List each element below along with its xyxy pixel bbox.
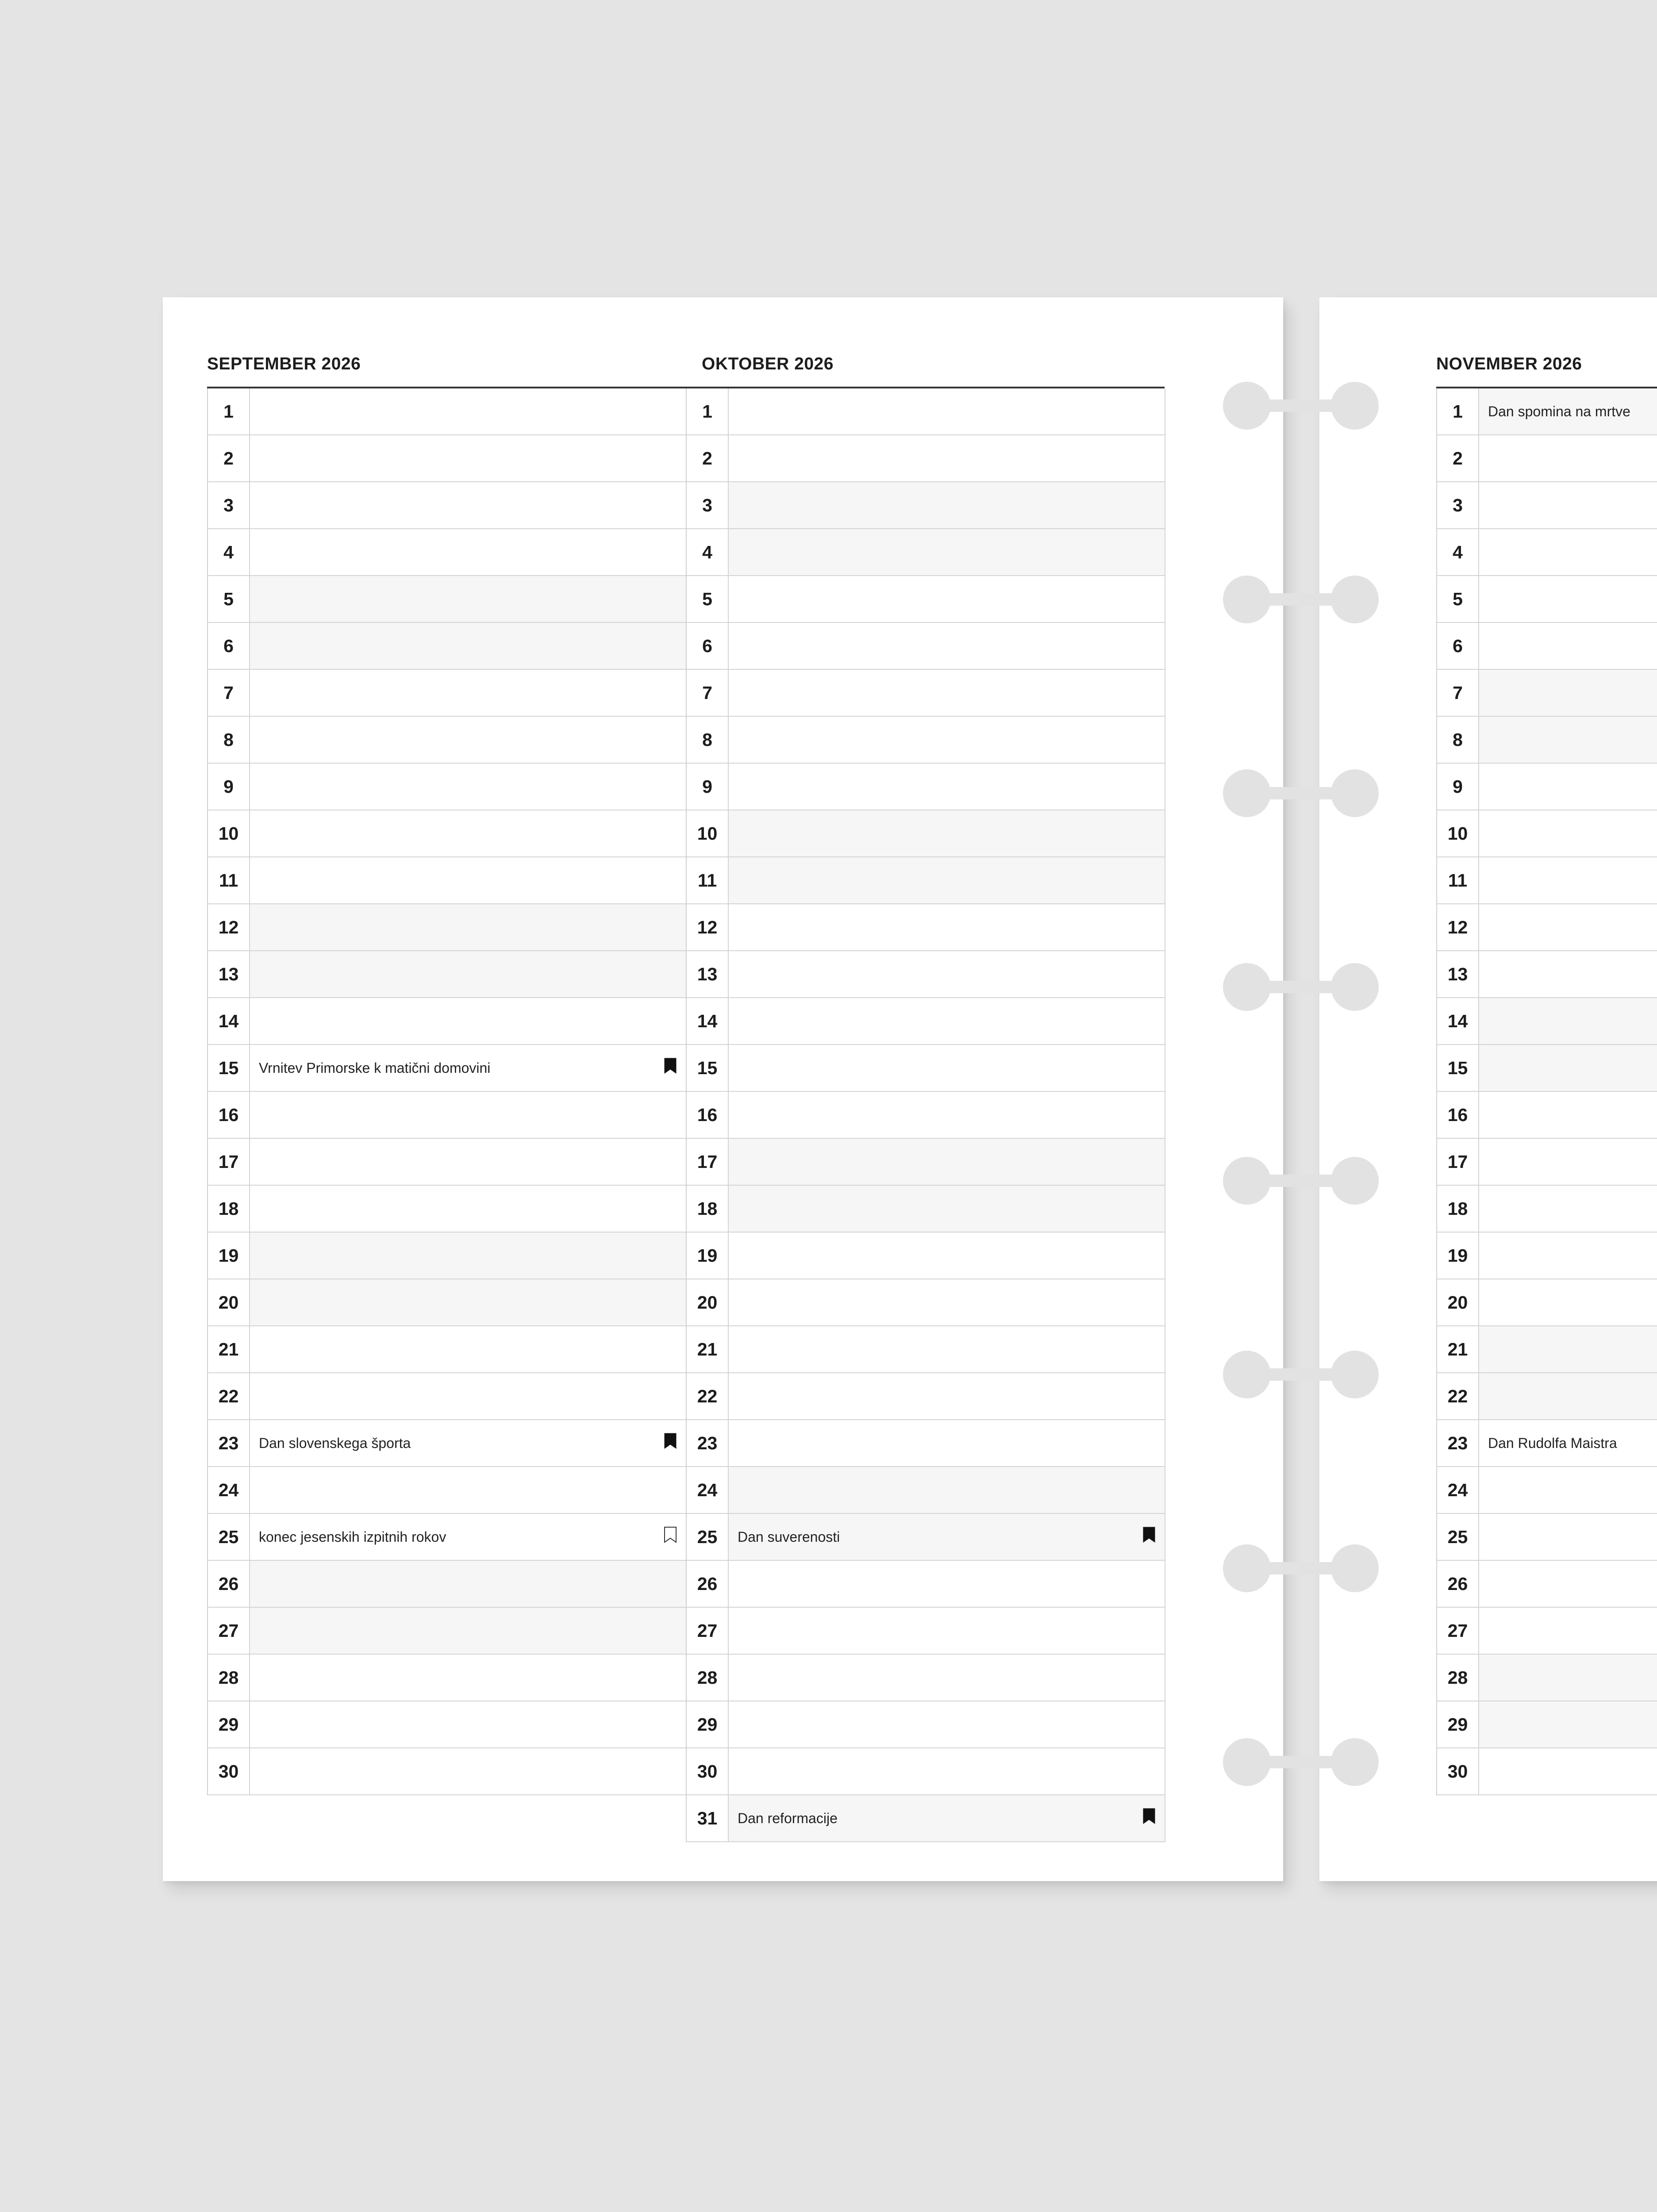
binder-ring [1223,1544,1379,1592]
day-row[interactable] [687,1748,1165,1795]
day-row[interactable] [1437,1561,1657,1608]
day-entry[interactable] [1479,1326,1657,1372]
day-number: 22 [208,1373,250,1419]
day-grid [1436,388,1657,1795]
day-number: 15 [1437,1045,1479,1091]
binder-ring [1223,769,1379,817]
day-row[interactable] [1437,623,1657,670]
day-number: 11 [687,857,729,903]
day-entry[interactable] [1479,529,1657,575]
day-entry[interactable] [729,1467,1165,1513]
day-row[interactable] [208,1045,687,1092]
day-row[interactable] [208,623,687,670]
day-entry[interactable] [729,1748,1165,1794]
day-number: 30 [687,1748,729,1794]
day-row[interactable] [1437,1139,1657,1186]
day-number: 1 [208,388,250,434]
day-number: 13 [208,951,250,997]
day-row[interactable] [687,810,1165,857]
day-number: 18 [1437,1186,1479,1232]
day-number: 15 [687,1045,729,1091]
day-entry[interactable] [1479,623,1657,669]
day-row[interactable] [687,1186,1165,1233]
day-number: 12 [1437,904,1479,950]
bookmark-filled-icon[interactable] [1142,1808,1156,1824]
day-row[interactable] [687,904,1165,951]
day-entry[interactable] [729,576,1165,622]
day-number: 16 [208,1092,250,1138]
binder-ring [1223,1738,1379,1786]
day-entry[interactable] [1479,951,1657,997]
day-number: 23 [687,1420,729,1466]
day-entry[interactable] [729,1139,1165,1185]
day-row[interactable] [1437,388,1657,435]
day-row[interactable] [208,810,687,857]
day-entry[interactable] [250,717,686,763]
day-number: 10 [687,810,729,856]
day-row[interactable] [1437,1655,1657,1701]
binder-ring [1223,576,1379,623]
day-row[interactable] [687,1045,1165,1092]
month-title: NOVEMBER 2026 [1436,354,1582,373]
day-row[interactable] [1437,1748,1657,1795]
day-number: 6 [208,623,250,669]
day-row[interactable] [687,482,1165,529]
day-entry[interactable] [250,1045,686,1091]
day-row[interactable] [1437,1467,1657,1514]
day-row[interactable] [208,1373,687,1420]
day-entry[interactable] [250,1420,686,1466]
day-entry[interactable] [250,623,686,669]
day-entry[interactable] [250,435,686,481]
day-number: 21 [687,1326,729,1372]
day-row[interactable] [208,717,687,764]
day-number: 23 [1437,1420,1479,1466]
day-number: 5 [687,576,729,622]
day-number: 24 [208,1467,250,1513]
day-entry[interactable] [250,1701,686,1747]
day-number: 21 [208,1326,250,1372]
day-entry[interactable] [1479,388,1657,434]
day-entry[interactable] [250,482,686,528]
day-row[interactable] [687,951,1165,998]
day-number: 27 [208,1608,250,1654]
day-row[interactable] [1437,717,1657,764]
day-entry[interactable] [1479,810,1657,856]
day-entry[interactable] [1479,1561,1657,1607]
day-entry[interactable] [250,1233,686,1279]
day-row[interactable] [208,482,687,529]
day-row[interactable] [208,1279,687,1326]
day-entry[interactable] [1479,764,1657,810]
day-row[interactable] [1437,951,1657,998]
day-entry[interactable] [250,576,686,622]
day-row[interactable] [687,1420,1165,1467]
day-row[interactable] [208,1326,687,1373]
day-entry[interactable] [729,904,1165,950]
day-entry[interactable] [729,857,1165,903]
event-label: Dan suverenosti [738,1529,840,1545]
day-entry[interactable] [1479,1045,1657,1091]
day-row[interactable] [687,717,1165,764]
day-row[interactable] [208,904,687,951]
day-entry[interactable] [729,1373,1165,1419]
day-number: 24 [687,1467,729,1513]
day-entry[interactable] [729,623,1165,669]
day-entry[interactable] [729,764,1165,810]
day-entry[interactable] [250,904,686,950]
day-row[interactable] [208,998,687,1045]
day-number: 26 [208,1561,250,1607]
day-row[interactable] [687,388,1165,435]
day-row[interactable] [687,1655,1165,1701]
day-entry[interactable] [250,1373,686,1419]
day-row[interactable] [687,1279,1165,1326]
day-entry[interactable] [729,717,1165,763]
binder-ring [1223,1157,1379,1205]
day-number: 14 [1437,998,1479,1044]
day-row[interactable] [208,1748,687,1795]
day-entry[interactable] [729,1701,1165,1747]
day-entry[interactable] [729,1186,1165,1232]
day-entry[interactable] [250,810,686,856]
day-number: 20 [208,1279,250,1325]
day-number: 15 [208,1045,250,1091]
day-entry[interactable] [250,1748,686,1794]
day-entry[interactable] [250,1514,686,1560]
day-entry[interactable] [729,1326,1165,1372]
day-entry[interactable] [729,810,1165,856]
day-entry[interactable] [1479,904,1657,950]
event-label: Dan Rudolfa Maistra [1488,1435,1617,1451]
day-number: 20 [1437,1279,1479,1325]
day-row[interactable] [687,1701,1165,1748]
binder-ring [1223,1351,1379,1398]
event-label: Dan reformacije [738,1810,838,1826]
day-number: 6 [1437,623,1479,669]
day-row[interactable] [1437,904,1657,951]
day-number: 4 [1437,529,1479,575]
day-number: 9 [687,764,729,810]
day-number: 13 [1437,951,1479,997]
day-number: 17 [1437,1139,1479,1185]
day-entry[interactable] [1479,482,1657,528]
day-entry[interactable] [1479,1279,1657,1325]
day-entry[interactable] [729,998,1165,1044]
day-entry[interactable] [1479,1092,1657,1138]
day-number: 5 [1437,576,1479,622]
day-entry[interactable] [729,1279,1165,1325]
day-number: 10 [208,810,250,856]
day-entry[interactable] [250,1608,686,1654]
day-entry[interactable] [250,1467,686,1513]
day-entry[interactable] [1479,717,1657,763]
day-row[interactable] [1437,1326,1657,1373]
day-number: 2 [208,435,250,481]
day-entry[interactable] [729,1608,1165,1654]
day-number: 30 [1437,1748,1479,1794]
day-number: 2 [1437,435,1479,481]
day-entry[interactable] [729,1514,1165,1560]
day-number: 7 [1437,670,1479,716]
day-entry[interactable] [1479,1701,1657,1747]
day-entry[interactable] [250,1279,686,1325]
day-row[interactable] [687,435,1165,482]
day-entry[interactable] [1479,1655,1657,1701]
day-row[interactable] [208,1139,687,1186]
day-number: 8 [687,717,729,763]
day-number: 19 [1437,1233,1479,1279]
day-entry[interactable] [729,435,1165,481]
day-number: 3 [208,482,250,528]
day-number: 9 [208,764,250,810]
day-entry[interactable] [1479,435,1657,481]
bookmark-outline-icon[interactable] [664,1526,677,1543]
day-row[interactable] [208,576,687,623]
day-row[interactable] [1437,1186,1657,1233]
day-entry[interactable] [250,857,686,903]
day-row[interactable] [1437,1608,1657,1655]
day-entry[interactable] [250,1326,686,1372]
day-number: 20 [687,1279,729,1325]
day-number: 17 [687,1139,729,1185]
day-number: 8 [1437,717,1479,763]
day-entry[interactable] [1479,1186,1657,1232]
day-entry[interactable] [729,1233,1165,1279]
day-number: 3 [1437,482,1479,528]
day-entry[interactable] [1479,1233,1657,1279]
day-row[interactable] [1437,529,1657,576]
day-entry[interactable] [1479,1608,1657,1654]
day-row[interactable] [687,1795,1165,1842]
day-entry[interactable] [1479,670,1657,716]
day-row[interactable] [687,670,1165,717]
day-entry[interactable] [1479,998,1657,1044]
day-entry[interactable] [729,1045,1165,1091]
day-number: 11 [1437,857,1479,903]
day-row[interactable] [1437,857,1657,904]
day-number: 14 [208,998,250,1044]
binder-ring [1223,963,1379,1011]
day-entry[interactable] [729,529,1165,575]
day-number: 26 [1437,1561,1479,1607]
day-row[interactable] [208,1186,687,1233]
day-number: 8 [208,717,250,763]
event-label: Dan slovenskega športa [259,1435,411,1451]
day-number: 12 [687,904,729,950]
day-row[interactable] [687,1608,1165,1655]
day-row[interactable] [687,1561,1165,1608]
day-row[interactable] [1437,1514,1657,1561]
day-row[interactable] [1437,482,1657,529]
bookmark-filled-icon[interactable] [664,1057,677,1074]
day-row[interactable] [1437,1373,1657,1420]
day-number: 4 [687,529,729,575]
day-row[interactable] [1437,1420,1657,1467]
day-number: 30 [208,1748,250,1794]
day-row[interactable] [208,1233,687,1279]
day-number: 14 [687,998,729,1044]
day-row[interactable] [208,951,687,998]
day-row[interactable] [687,1326,1165,1373]
day-row[interactable] [208,1561,687,1608]
day-entry[interactable] [729,1420,1165,1466]
day-row[interactable] [687,1373,1165,1420]
day-number: 6 [687,623,729,669]
day-number: 16 [687,1092,729,1138]
day-row[interactable] [208,1092,687,1139]
day-number: 21 [1437,1326,1479,1372]
day-number: 19 [208,1233,250,1279]
day-entry[interactable] [250,670,686,716]
day-entry[interactable] [1479,1467,1657,1513]
day-number: 11 [208,857,250,903]
day-number: 25 [208,1514,250,1560]
day-entry[interactable] [250,529,686,575]
day-number: 13 [687,951,729,997]
day-row[interactable] [208,1420,687,1467]
day-grid [207,388,687,1795]
day-row[interactable] [687,623,1165,670]
day-entry[interactable] [1479,1373,1657,1419]
day-entry[interactable] [729,1795,1165,1841]
day-entry[interactable] [250,388,686,434]
day-entry[interactable] [729,951,1165,997]
day-grid [686,388,1165,1842]
day-number: 29 [687,1701,729,1747]
day-entry[interactable] [250,998,686,1044]
day-number: 29 [208,1701,250,1747]
day-number: 2 [687,435,729,481]
day-entry[interactable] [729,482,1165,528]
day-number: 18 [208,1186,250,1232]
day-number: 26 [687,1561,729,1607]
day-row[interactable] [1437,1701,1657,1748]
bookmark-filled-icon[interactable] [1142,1526,1156,1543]
day-entry[interactable] [729,1655,1165,1701]
day-number: 10 [1437,810,1479,856]
day-entry[interactable] [250,1092,686,1138]
day-number: 7 [687,670,729,716]
day-number: 9 [1437,764,1479,810]
day-row[interactable] [208,670,687,717]
day-row[interactable] [687,764,1165,810]
day-number: 31 [687,1795,729,1841]
day-number: 12 [208,904,250,950]
day-row[interactable] [687,1514,1165,1561]
day-entry[interactable] [729,1561,1165,1607]
day-row[interactable] [208,764,687,810]
day-row[interactable] [208,857,687,904]
binder-ring [1223,382,1379,430]
day-number: 23 [208,1420,250,1466]
day-row[interactable] [687,1233,1165,1279]
day-number: 16 [1437,1092,1479,1138]
day-row[interactable] [208,1655,687,1701]
day-number: 3 [687,482,729,528]
day-entry[interactable] [250,1655,686,1701]
day-number: 4 [208,529,250,575]
day-row[interactable] [687,1467,1165,1514]
day-number: 29 [1437,1701,1479,1747]
day-entry[interactable] [729,388,1165,434]
day-entry[interactable] [1479,1514,1657,1560]
day-row[interactable] [687,857,1165,904]
day-row[interactable] [687,529,1165,576]
day-row[interactable] [1437,576,1657,623]
day-row[interactable] [687,576,1165,623]
day-entry[interactable] [250,764,686,810]
day-row[interactable] [1437,1092,1657,1139]
day-row[interactable] [208,1608,687,1655]
day-entry[interactable] [729,1092,1165,1138]
day-number: 24 [1437,1467,1479,1513]
day-row[interactable] [1437,670,1657,717]
day-entry[interactable] [1479,857,1657,903]
day-row[interactable] [1437,764,1657,810]
day-entry[interactable] [1479,1420,1657,1466]
day-number: 22 [687,1373,729,1419]
day-number: 18 [687,1186,729,1232]
day-row[interactable] [208,388,687,435]
day-number: 27 [1437,1608,1479,1654]
day-row[interactable] [1437,998,1657,1045]
day-row[interactable] [1437,1233,1657,1279]
month-title: SEPTEMBER 2026 [207,354,361,373]
day-number: 25 [687,1514,729,1560]
day-row[interactable] [1437,435,1657,482]
day-row[interactable] [687,1092,1165,1139]
event-label: konec jesenskih izpitnih rokov [259,1529,446,1545]
event-label: Dan spomina na mrtve [1488,403,1630,419]
day-row[interactable] [208,1514,687,1561]
day-number: 28 [687,1655,729,1701]
day-entry[interactable] [250,1561,686,1607]
day-entry[interactable] [250,1139,686,1185]
day-entry[interactable] [1479,1139,1657,1185]
day-row[interactable] [208,1701,687,1748]
day-number: 5 [208,576,250,622]
day-row[interactable] [208,529,687,576]
day-number: 25 [1437,1514,1479,1560]
day-number: 28 [1437,1655,1479,1701]
day-row[interactable] [208,1467,687,1514]
day-entry[interactable] [729,670,1165,716]
day-row[interactable] [687,998,1165,1045]
day-entry[interactable] [1479,576,1657,622]
day-number: 27 [687,1608,729,1654]
day-number: 17 [208,1139,250,1185]
day-number: 7 [208,670,250,716]
month-title: OKTOBER 2026 [702,354,834,373]
day-row[interactable] [1437,1279,1657,1326]
day-number: 1 [1437,388,1479,434]
day-number: 1 [687,388,729,434]
day-entry[interactable] [250,1186,686,1232]
day-number: 19 [687,1233,729,1279]
day-number: 22 [1437,1373,1479,1419]
day-row[interactable] [1437,810,1657,857]
day-entry[interactable] [250,951,686,997]
day-entry[interactable] [1479,1748,1657,1794]
day-row[interactable] [687,1139,1165,1186]
event-label: Vrnitev Primorske k matični domovini [259,1060,491,1076]
bookmark-filled-icon[interactable] [664,1432,677,1449]
day-number: 28 [208,1655,250,1701]
day-row[interactable] [208,435,687,482]
day-row[interactable] [1437,1045,1657,1092]
